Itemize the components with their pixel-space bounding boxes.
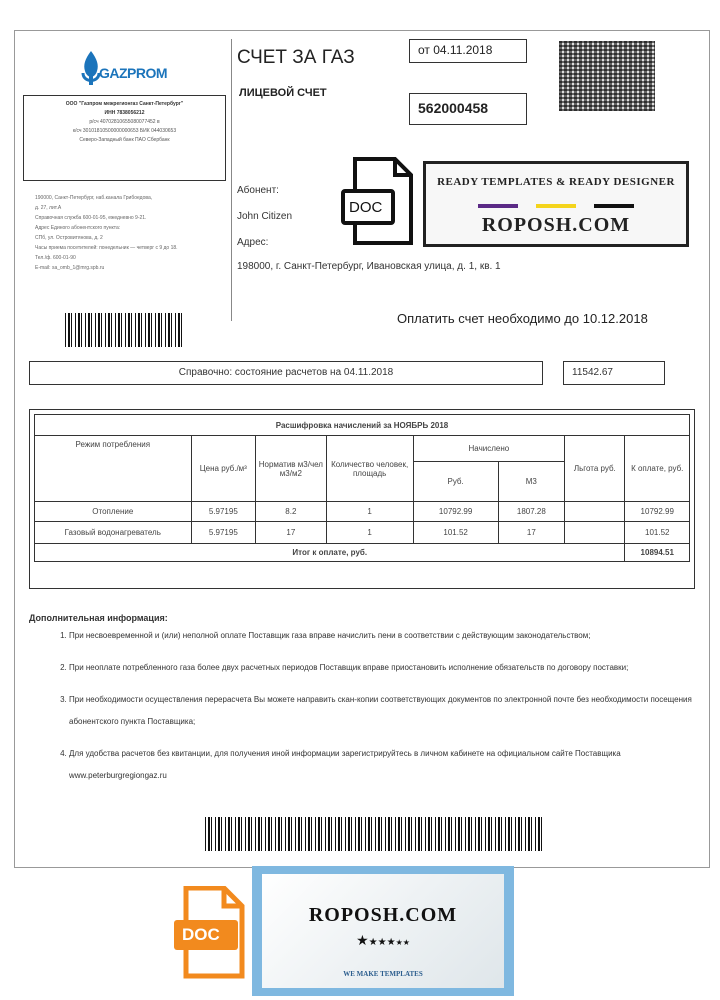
address-line: СПб, ул. Островитянова, д. 2 xyxy=(35,235,103,241)
company-inn: ИНН 7838056212 xyxy=(104,110,145,116)
company-bank: Северо-Западный банк ПАО Сбербанк xyxy=(79,137,170,143)
cell-m3: 17 xyxy=(498,522,565,544)
due-date-text: Оплатить счет необходимо до 10.12.2018 xyxy=(397,311,648,326)
doc-orange-label: DOC xyxy=(182,925,220,944)
address-line: Тел./ф. 600-01-90 xyxy=(35,255,76,261)
logo-text: GAZPROM xyxy=(99,65,168,81)
total-label: Итог к оплате, руб. xyxy=(35,544,625,562)
header-pay: К оплате, руб. xyxy=(625,436,690,502)
column-divider xyxy=(231,39,232,321)
list-item: 3. При необходимости осуществления перерасчета Вы можете направить скан-копии соответствующих документов по электронной почте без необходимости посещения абонентского пункта Поставщика; xyxy=(69,689,709,733)
header-mode: Режим потребления xyxy=(35,436,192,502)
company-info-box xyxy=(23,95,226,181)
doc-label: DOC xyxy=(349,199,383,216)
bill-document xyxy=(14,30,710,868)
cell-mode: Газовый водонагреватель xyxy=(35,522,192,544)
banner-bar-purple xyxy=(478,204,518,208)
roposh-tagline: WE MAKE TEMPLATES xyxy=(343,970,423,978)
reference-value-box xyxy=(563,361,665,385)
table-title: Расшифровка начислений за НОЯБРЬ 2018 xyxy=(35,415,690,436)
table-row xyxy=(35,522,690,544)
info-heading: Дополнительная информация: xyxy=(29,613,168,623)
banner-bar-yellow xyxy=(536,204,576,208)
cell-mode: Отопление xyxy=(35,502,192,522)
cell-benefit xyxy=(565,522,625,544)
charges-table-frame xyxy=(29,409,695,589)
address-line: 190000, Санкт-Петербург, наб.канала Грибоедова, xyxy=(35,195,153,201)
cell-rub: 101.52 xyxy=(413,522,498,544)
cell-norm: 8.2 xyxy=(256,502,327,522)
cell-benefit xyxy=(565,502,625,522)
cell-qty: 1 xyxy=(326,502,413,522)
templates-banner xyxy=(423,161,689,247)
address-line: Адрес Единого абонентского пункта: xyxy=(35,225,121,231)
address-line: д. 27, лит.А xyxy=(35,205,62,211)
header-norm: Норматив м3/чел м3/м2 xyxy=(256,436,327,502)
cell-qty: 1 xyxy=(326,522,413,544)
banner-bar-black xyxy=(594,204,634,208)
cell-m3: 1807.28 xyxy=(498,502,565,522)
header-benefit: Льгота руб. xyxy=(565,436,625,502)
roposh-banner-inner xyxy=(262,874,504,988)
address-label: Адрес: xyxy=(237,237,269,248)
barcode-large xyxy=(205,817,545,851)
account-label: ЛИЦЕВОЙ СЧЕТ xyxy=(239,87,327,99)
header-m3: М3 xyxy=(498,462,565,502)
company-account: р/сч 40702810655080077452 в xyxy=(89,119,160,125)
barcode-small xyxy=(65,313,185,347)
list-item: 2. При неоплате потребленного газа более двух расчетных периодов Поставщик вправе приостановить исполнение обязательств по договору поставки; xyxy=(69,657,709,679)
cell-price: 5.97195 xyxy=(191,522,255,544)
cell-pay: 10792.99 xyxy=(625,502,690,522)
header-qty: Количество человек, площадь xyxy=(326,436,413,502)
list-item: 1. При несвоевременной и (или) неполной оплате Поставщик газа вправе начислить пени в соответствии с действующим законодательством; xyxy=(69,625,709,647)
cell-norm: 17 xyxy=(256,522,327,544)
account-number: 562000458 xyxy=(418,100,489,116)
cell-price: 5.97195 xyxy=(191,502,255,522)
subscriber-name: John Citizen xyxy=(237,211,293,222)
roposh-banner xyxy=(252,866,514,996)
info-list xyxy=(29,625,709,797)
charges-table xyxy=(34,414,690,562)
account-number-box xyxy=(409,93,527,125)
address-line: Справочная служба 600-01-95, ежедневно 9-21. xyxy=(35,215,147,221)
doc-orange-icon xyxy=(170,886,246,980)
banner-top-text: READY TEMPLATES & READY DESIGNER xyxy=(437,176,675,188)
company-corr-account: к/сч 30101810500000000653 БИК 044030653 xyxy=(72,128,177,134)
qr-code xyxy=(559,41,655,111)
header-charged: Начислено xyxy=(413,436,564,462)
cell-pay: 101.52 xyxy=(625,522,690,544)
bill-title: СЧЕТ ЗА ГАЗ xyxy=(237,47,355,68)
bill-date-box xyxy=(409,39,527,63)
banner-brand-text: ROPOSH.COM xyxy=(481,214,631,236)
address-line: Часы приема посетителей: понедельник — четверг с 9 до 18. xyxy=(35,245,178,251)
header-rub: Руб. xyxy=(413,462,498,502)
total-row xyxy=(35,544,690,562)
total-value: 10894.51 xyxy=(625,544,690,562)
address-line: E-mail: sa_omb_1@mrg.spb.ru xyxy=(35,265,105,271)
company-address xyxy=(35,193,225,273)
company-name: ООО "Газпром межрегионгаз Санкт-Петербург" xyxy=(65,101,184,107)
stars-decoration: ★★★★★★ xyxy=(356,932,410,948)
roposh-brand: ROPOSH.COM xyxy=(308,904,458,926)
header-price: Цена руб./м³ xyxy=(191,436,255,502)
reference-value: 11542.67 xyxy=(572,367,613,378)
doc-file-icon xyxy=(339,157,415,247)
reference-box xyxy=(29,361,543,385)
address-value: 198000, г. Санкт-Петербург, Ивановская улица, д. 1, кв. 1 xyxy=(237,261,501,272)
table-row xyxy=(35,502,690,522)
bill-date: от 04.11.2018 xyxy=(418,43,493,57)
gazprom-logo xyxy=(77,49,177,89)
reference-label: Справочно: состояние расчетов на 04.11.2018 xyxy=(178,367,394,378)
subscriber-label: Абонент: xyxy=(237,185,279,196)
cell-rub: 10792.99 xyxy=(413,502,498,522)
banner-color-bars xyxy=(478,204,638,208)
list-item: 4. Для удобства расчетов без квитанции, для получения иной информации зарегистрируйтесь в личном кабинете на официальном сайте Поставщика www.peterburgregiongaz.ru xyxy=(69,743,709,787)
